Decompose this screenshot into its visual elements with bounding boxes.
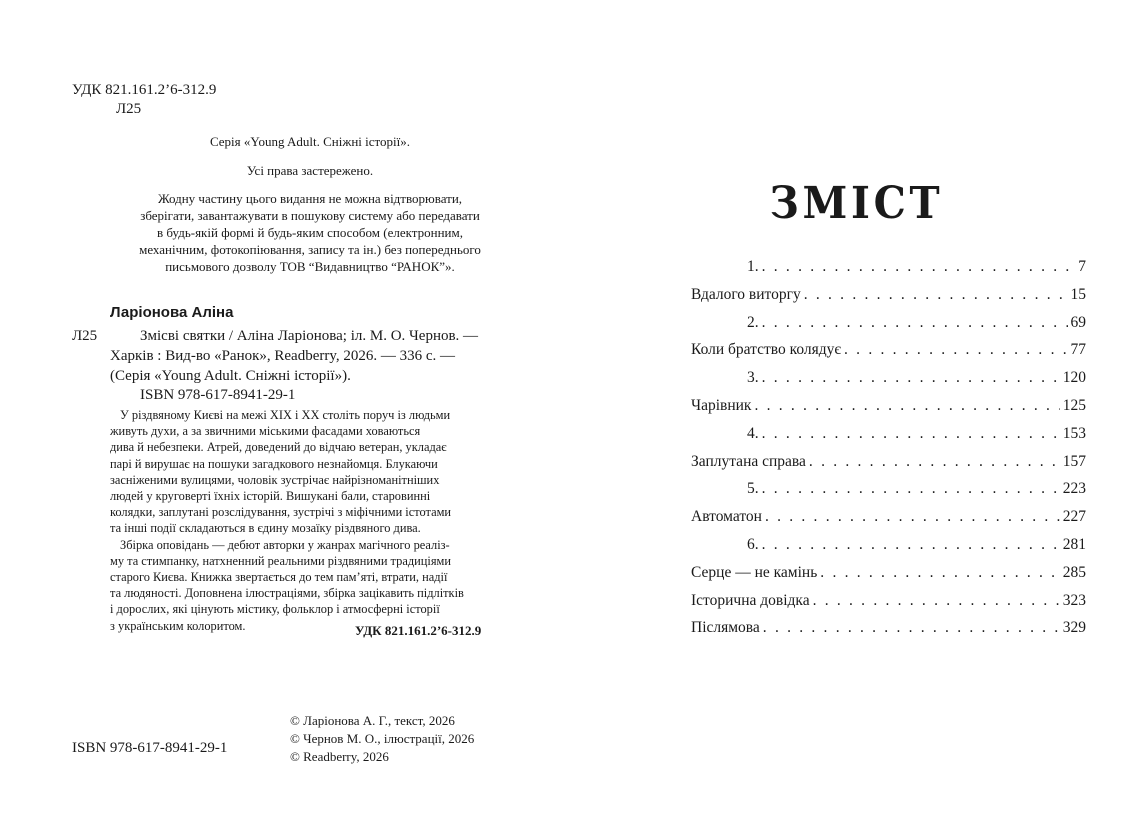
notice-line: зберігати, завантажувати в пошукову систему або передавати xyxy=(140,208,480,223)
biblio-line: Змісві святки / Аліна Ларіонова; іл. М. О. Чернов. — xyxy=(140,328,479,344)
bibliographic-entry xyxy=(110,326,510,386)
copyright-line: © Ларіонова А. Г., текст, 2026 xyxy=(290,713,455,728)
udk-bottom: УДК 821.161.2’6-312.9 xyxy=(355,623,482,638)
annotation-line: старого Києва. Книжка звертається до тем пам’яті, втрати, надії xyxy=(110,570,448,585)
notice-line: Жодну частину цього видання не можна відтворювати, xyxy=(157,191,463,206)
toc-entry[interactable] xyxy=(691,286,1086,314)
biblio-line: (Серія «Young Adult. Сніжні історії»). xyxy=(110,368,351,384)
toc-entry-page: 157 xyxy=(1062,452,1086,470)
toc-entry[interactable] xyxy=(691,425,1086,453)
rights-line: Усі права застережено. xyxy=(246,163,374,178)
toc-entry-page: 7 xyxy=(1078,258,1086,275)
annotation-line: та інші події складаються в єдину мозаїку різдвяного дива. xyxy=(110,521,421,536)
annotation xyxy=(110,407,510,634)
annotation-line: та людяності. Доповнена ілюстраціями, збірка зацікавить підлітків xyxy=(110,586,464,601)
notice-line: механічним, фотокопіювання, запису та ін.) без попереднього xyxy=(139,242,481,257)
toc-dot-leader xyxy=(844,341,1067,359)
toc-entry[interactable] xyxy=(691,619,1086,647)
copyright-line: © Чернов М. О., ілюстрації, 2026 xyxy=(290,731,475,746)
toc-entry[interactable] xyxy=(691,314,1086,342)
toc-dot-leader xyxy=(762,369,1060,387)
isbn-bottom: ISBN 978-617-8941-29-1 xyxy=(72,740,228,756)
toc-entry-label: 6. xyxy=(747,535,759,553)
toc-entry-label: Коли братство колядує xyxy=(691,341,842,359)
toc-entry-page: 120 xyxy=(1062,369,1086,387)
toc-title: ЗМІСТ xyxy=(769,178,944,229)
toc-entry-page: 285 xyxy=(1062,563,1086,581)
toc-dot-leader xyxy=(813,592,1060,610)
toc-entry[interactable] xyxy=(691,480,1086,508)
annotation-line: з українським колоритом. xyxy=(110,618,246,633)
toc-entry-page: 281 xyxy=(1062,535,1086,553)
toc-dot-leader xyxy=(754,397,1059,415)
toc-entry-page: 125 xyxy=(1062,396,1086,414)
toc-dot-leader xyxy=(762,425,1060,443)
toc-dot-leader xyxy=(762,258,1076,276)
table-of-contents xyxy=(691,258,1086,647)
annotation-line: Збірка оповідань — дебют авторки у жанрах магічного реаліз- xyxy=(120,537,450,552)
toc-dot-leader xyxy=(762,536,1060,554)
toc-dot-leader xyxy=(763,619,1060,637)
notice-line: в будь-якій формі й будь-яким способом (електронним, xyxy=(157,225,463,240)
annotation-line: людей у круговерті їхніх історій. Вишукані бали, старовинні xyxy=(110,489,431,504)
series-line: Серія «Young Adult. Сніжні історії». xyxy=(209,134,411,149)
toc-entry-label: 4. xyxy=(747,424,759,442)
toc-entry[interactable] xyxy=(691,564,1086,592)
toc-entry-label: Післямова xyxy=(691,619,760,637)
toc-entry[interactable] xyxy=(691,592,1086,620)
copyright-line: © Readberry, 2026 xyxy=(290,749,389,764)
toc-entry-page: 223 xyxy=(1062,480,1086,498)
toc-entry-page: 227 xyxy=(1062,508,1086,526)
isbn-mid: ISBN 978-617-8941-29-1 xyxy=(140,387,296,403)
copyright-notice xyxy=(100,190,520,275)
annotation-line: живуть духи, а за звичними міськими фасадами ховаються xyxy=(110,424,421,439)
copyright-block xyxy=(290,712,474,766)
toc-entry-label: 5. xyxy=(747,480,759,498)
toc-entry-label: Чарівник xyxy=(691,396,752,414)
toc-entry[interactable] xyxy=(691,369,1086,397)
toc-entry-label: 1. xyxy=(747,258,759,275)
toc-entry-label: 2. xyxy=(747,313,759,331)
toc-entry-label: Заплутана справа xyxy=(691,452,806,470)
toc-entry[interactable] xyxy=(691,508,1086,536)
annotation-line: му та стимпанку, натхненний реальними різдвяними традиціями xyxy=(110,553,452,568)
toc-entry-page: 323 xyxy=(1062,591,1086,609)
right-page xyxy=(571,0,1142,827)
toc-entry-label: Автоматон xyxy=(691,508,762,526)
annotation-line: дива й небезпеки. Атрей, доведений до відчаю ветеран, укладає xyxy=(110,440,447,455)
annotation-line: колядки, заплутані розслідування, зустрічі з міфічними істотами xyxy=(110,505,452,520)
toc-entry-page: 153 xyxy=(1062,424,1086,442)
toc-entry[interactable] xyxy=(691,453,1086,481)
toc-dot-leader xyxy=(804,286,1068,304)
toc-entry-page: 77 xyxy=(1070,341,1086,359)
udk-top: УДК 821.161.2’6-312.9 xyxy=(72,82,217,98)
toc-entry-label: Вдалого виторгу xyxy=(691,285,801,303)
toc-dot-leader xyxy=(762,314,1068,332)
toc-dot-leader xyxy=(765,508,1060,526)
code-top: Л25 xyxy=(116,101,142,117)
toc-entry-page: 15 xyxy=(1070,285,1086,303)
author-name: Ларіонова Аліна xyxy=(110,304,234,321)
toc-dot-leader xyxy=(809,453,1060,471)
toc-entry[interactable] xyxy=(691,536,1086,564)
annotation-line: і дорослих, які цінують містику, фольклор і атмосферні історії xyxy=(110,602,440,617)
toc-entry-label: 3. xyxy=(747,369,759,387)
toc-entry[interactable] xyxy=(691,397,1086,425)
biblio-line: Харків : Вид-во «Ранок», Readberry, 2026. — 336 с. — xyxy=(110,348,456,364)
annotation-line: засніженими вулицями, чоловік зустрічає найрізноманітніших xyxy=(110,472,440,487)
annotation-line: парі й вирушає на пошуки загадкового незнайомця. Блукаючи xyxy=(110,456,438,471)
toc-entry[interactable] xyxy=(691,341,1086,369)
toc-entry-label: Історична довідка xyxy=(691,591,810,609)
toc-entry-page: 69 xyxy=(1070,313,1086,331)
annotation-line: У різдвяному Києві на межі XIX і XX століть поруч із людьми xyxy=(120,408,451,422)
toc-entry-label: Серце — не камінь xyxy=(691,563,818,581)
toc-dot-leader xyxy=(762,480,1060,498)
notice-line: письмового дозволу ТОВ “Видавництво “РАНОК”». xyxy=(165,259,455,274)
toc-entry-page: 329 xyxy=(1062,619,1086,637)
toc-dot-leader xyxy=(820,564,1059,582)
toc-entry[interactable] xyxy=(691,258,1086,286)
code-side: Л25 xyxy=(72,328,98,344)
